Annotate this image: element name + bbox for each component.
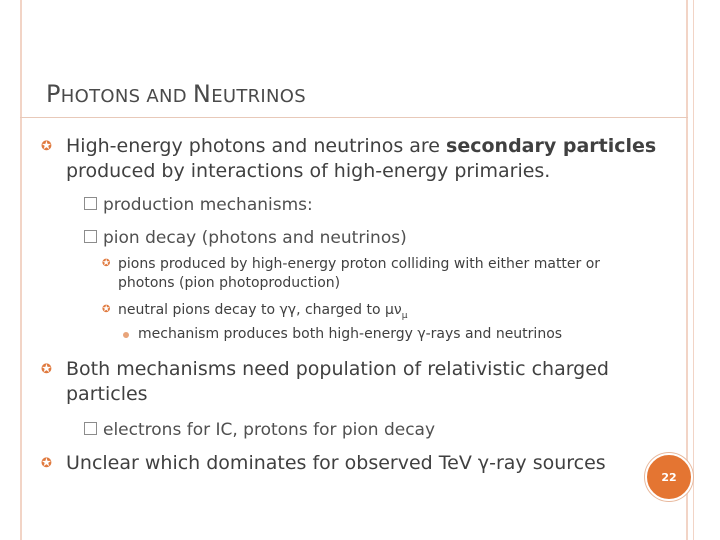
bullet-text-3: Unclear which dominates for observed TeV γ-ray sources	[66, 452, 606, 474]
bullet-text-1: High-energy photons and neutrinos are secondary particles produced by interactions of high-energy primaries.	[66, 135, 657, 182]
subitem-production-mechanisms: production mechanisms:	[84, 194, 313, 216]
slide-title: PHOTONS AND NEUTRINOS	[46, 80, 307, 108]
bullet-icon: ✪	[41, 362, 52, 377]
bullet-icon: ✪	[41, 139, 52, 154]
detail-pions-produced: pions produced by high-energy proton colliding with either matter or photons (pion photoproduction)	[118, 256, 601, 291]
frame-line-left	[20, 0, 22, 540]
bullet-text-2: Both mechanisms need population of relativistic charged particles	[66, 358, 609, 405]
bullet-icon: ✪	[41, 456, 52, 471]
page-number-badge: 22	[645, 453, 693, 501]
bullet-icon: ✪	[102, 258, 111, 269]
bullet-icon: ✪	[102, 304, 111, 315]
frame-line-right-outer	[693, 0, 694, 540]
checkbox-bullet-icon	[84, 422, 97, 435]
subitem-electrons-protons: electrons for IC, protons for pion decay	[84, 419, 435, 441]
detail-mechanism-produces: mechanism produces both high-energy γ-rays and neutrinos	[138, 326, 563, 342]
detail-neutral-pions: neutral pions decay to γγ, charged to $\mu\nu_\mu$	[118, 302, 408, 321]
checkbox-bullet-icon	[84, 197, 97, 210]
subitem-pion-decay: pion decay (photons and neutrinos)	[84, 227, 407, 249]
dot-bullet-icon	[123, 332, 129, 338]
frame-line-right	[686, 0, 688, 540]
checkbox-bullet-icon	[84, 230, 97, 243]
title-rule	[20, 117, 688, 118]
